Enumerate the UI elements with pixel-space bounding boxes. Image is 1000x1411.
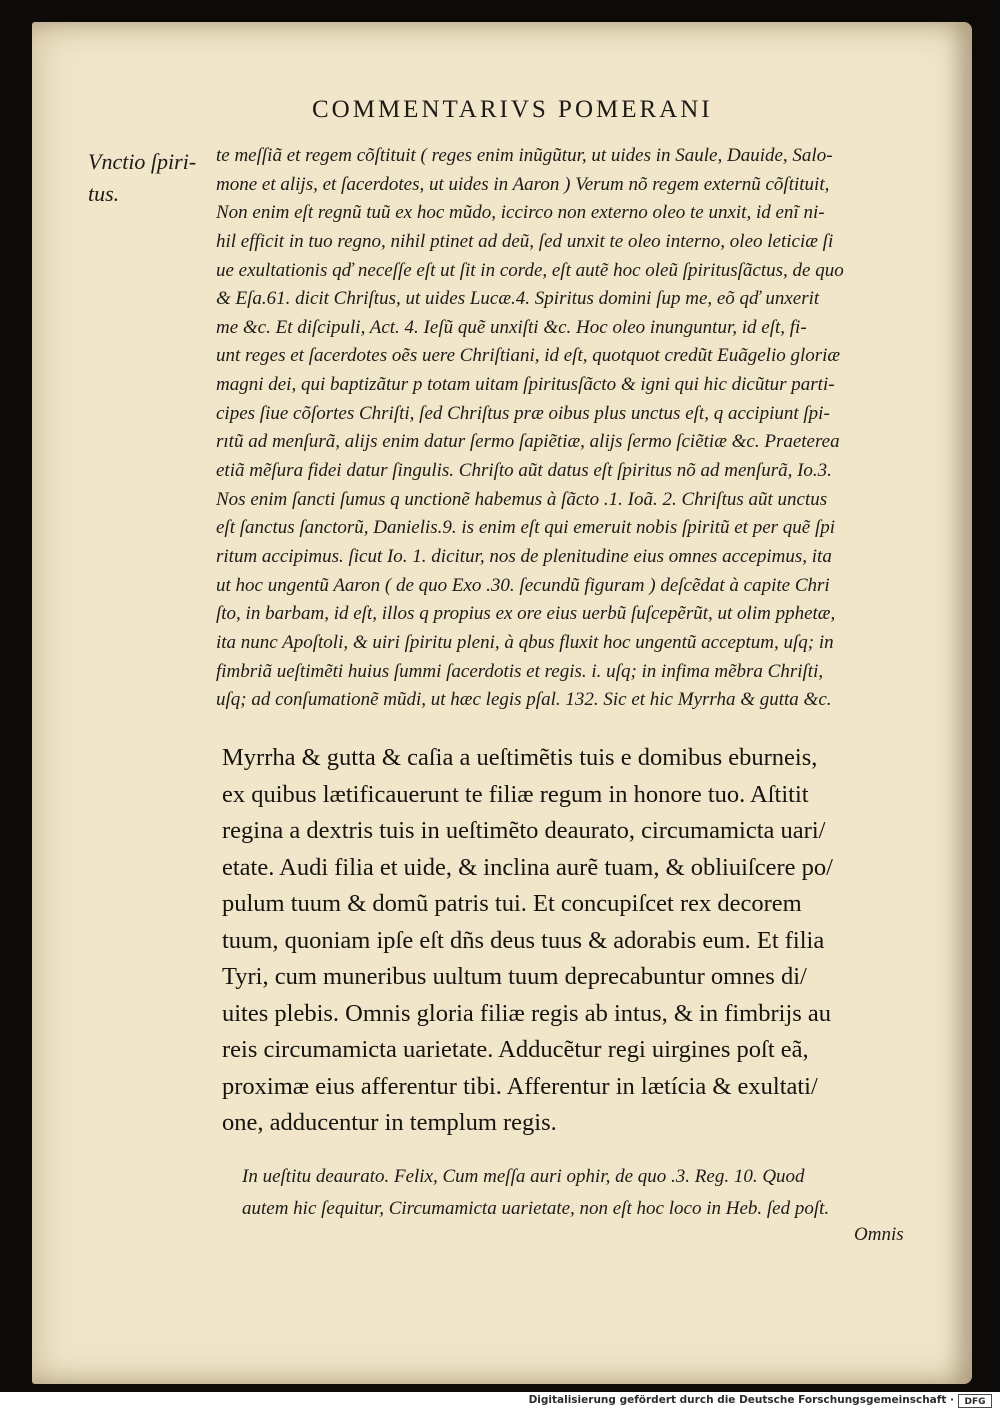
- scripture-line: Tyri, cum muneribus uultum tuum deprecabuntur omnes di/: [222, 963, 807, 990]
- scripture-line: one, adducentur in templum regis.: [222, 1109, 557, 1136]
- commentary-line: ritum accipimus. ſicut Io. 1. dicitur, nos de plenitudine eius omnes accepimus, ita: [216, 545, 832, 567]
- digitization-footer: [0, 1392, 1000, 1411]
- commentary-line: eſt ſanctus ſanctorũ, Danielis.9. is enim eſt qui emeruit nobis ſpiritũ et per quẽ ſpi: [216, 517, 836, 539]
- commentary-line: ue exultationis qď neceſſe eſt ut ſit in corde, eſt autẽ hoc oleũ ſpiritusſãctus, de quo: [216, 259, 844, 281]
- scripture-line: uites plebis. Omnis gloria filiæ regis ab intus, & in fimbrijs au: [222, 999, 832, 1027]
- commentary-line: te meſſiã et regem cõſtituit ( reges enim inũgũtur, ut uides in Saule, Dauide, Salo-: [216, 145, 833, 166]
- scripture-line: Myrrha & gutta & caſia a ueſtimẽtis tuis e domibus eburneis,: [222, 744, 818, 771]
- commentary-line: Non enim eſt regnũ tuũ ex hoc mũdo, iccirco non externo oleo te unxit, id enĩ ni-: [216, 202, 825, 224]
- funding-credit: Digitalisierung gefördert durch die Deutsche Forschungsgemeinschaft ·: [528, 1394, 954, 1406]
- commentary-line: cipes ſiue cõſortes Chriſti, ſed Chriſtus præ oibus plus unctus eſt, q accipiunt ſpi-: [216, 402, 830, 424]
- commentary-line: mone et alijs, et ſacerdotes, ut uides in Aaron ) Verum nõ regem externũ cõſtituit,: [216, 173, 830, 195]
- note-line: In ueſtitu deaurato. Felix, Cum meſſa auri ophir, de quo .3. Reg. 10. Quod: [242, 1166, 805, 1187]
- scripture-line: tuum, quoniam ipſe eſt dñs deus tuus & adorabis eum. Et filia: [222, 926, 825, 954]
- commentary-line: etiã mẽſura fidei datur ſingulis. Chriſto aũt datus eſt ſpiritus nõ ad menſurã, Io.3.: [216, 460, 832, 482]
- scripture-line: reis circumamicta uarietate. Adducẽtur regi uirgines poſt eã,: [222, 1036, 809, 1063]
- commentary-line: & Eſa.61. dicit Chriſtus, ut uides Lucæ.4. Spiritus domini ſup me, eõ qď unxerit: [216, 288, 820, 310]
- commentary-line: ſto, in barbam, id eſt, illos q propius ex ore eius uerbũ ſuſcepẽrũt, ut olim pphetæ,: [216, 603, 836, 625]
- note-line: autem hic ſequitur, Circumamicta uarietate, non eſt hoc loco in Heb. ſed poſt.: [242, 1198, 830, 1219]
- commentary-line: rıtũ ad menſurã, alijs enim datur ſermo ſapiẽtiæ, alijs ſermo ſciẽtiæ &c. Praeterea: [216, 431, 840, 453]
- commentary-line: Nos enim ſancti ſumus q unctionẽ habemus à ſãcto .1. Ioã. 2. Chriſtus aũt unctus: [216, 488, 828, 510]
- commentary-line: magni dei, qui baptizãtur p totam uitam ſpiritusſãcto & igni qui hic dicũtur parti-: [216, 374, 835, 396]
- scripture-line: ex quibus lætificauerunt te filiæ regum in honore tuo. Aſtitit: [222, 780, 809, 808]
- commentary-line: hil efficit in tuo regno, nihil ptinet ad deũ, ſed unxit te oleo interno, oleo leticiæ ſi: [216, 230, 834, 252]
- commentary-line: unt reges et ſacerdotes oẽs uere Chriſtiani, id eſt, quotquot credũt Euãgelio gloriæ: [216, 345, 841, 367]
- commentary-line: ut hoc ungentũ Aaron ( de quo Exo .30. ſecundũ figuram ) deſcẽdat à capite Chri: [216, 574, 830, 596]
- scripture-line: regina a dextris tuis in ueſtimẽto deaurato, circumamicta uari/: [222, 817, 826, 844]
- marginal-note: Vnctio ſpiri- tus.: [88, 149, 197, 206]
- running-title: COMMENTARIVS POMERANI: [312, 96, 713, 123]
- scripture-block: [222, 740, 940, 1142]
- note-block: [242, 1161, 942, 1225]
- dfg-logo-icon: DFG: [958, 1394, 992, 1408]
- commentary-line: ita nunc Apoſtoli, & uiri ſpiritu pleni, à qbus fluxit hoc ungentũ acceptum, uſq; in: [216, 631, 834, 653]
- scripture-line: etate. Audi filia et uide, & inclina aurẽ tuam, & obliuiſcere po/: [222, 853, 833, 881]
- commentary-line: uſq; ad conſumationẽ mũdi, ut hæc legis pſal. 132. Sic et hic Myrrha & gutta &c.: [216, 689, 832, 711]
- scripture-line: proximæ eius afferentur tibi. Afferentur in lætícia & exultati/: [222, 1072, 818, 1100]
- catchword: Omnis: [854, 1224, 904, 1245]
- commentary-block: [216, 142, 940, 715]
- commentary-line: fimbriã ueſtimẽti huius ſummi ſacerdotis et regis. i. uſq; in infima mẽbra Chriſti,: [216, 660, 824, 682]
- commentary-line: me &c. Et diſcipuli, Act. 4. Ieſũ quẽ unxiſti &c. Hoc oleo inunguntur, id eſt, fi-: [216, 316, 807, 338]
- scripture-line: pulum tuum & domũ patris tui. Et concupiſcet rex decorem: [222, 890, 802, 917]
